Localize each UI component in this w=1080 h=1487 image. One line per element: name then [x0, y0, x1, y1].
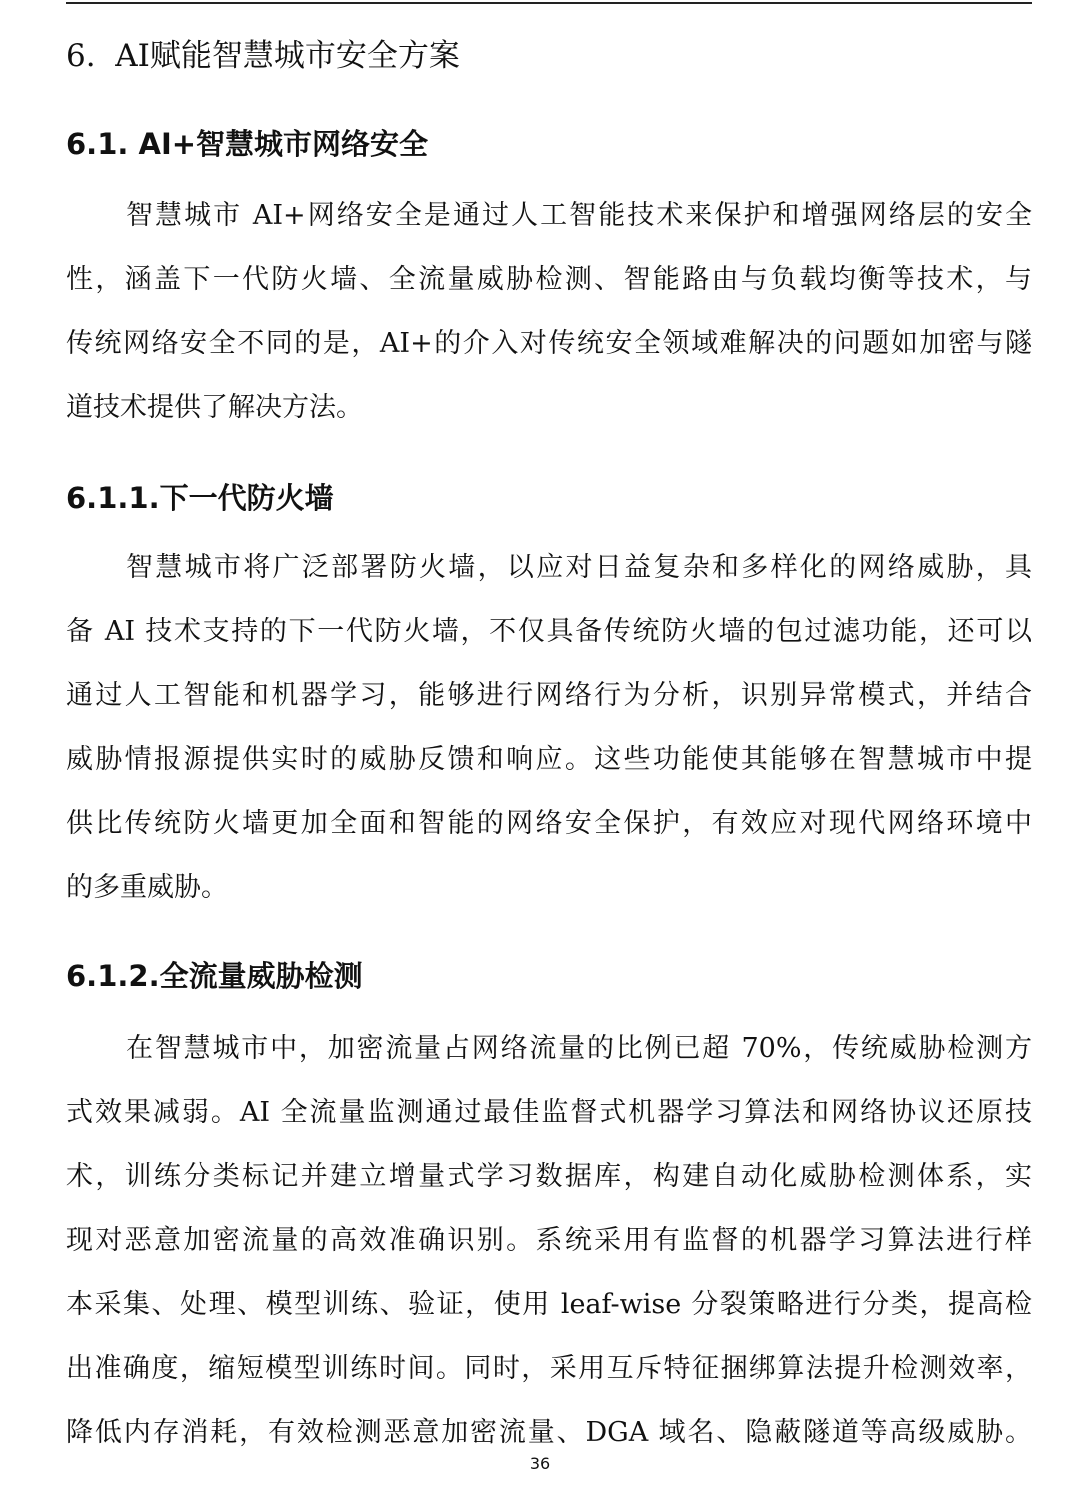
paragraph-line: 传统网络安全不同的是，AI+的介入对传统安全领域难解决的问题如加密与隧: [66, 328, 1032, 359]
paragraph-line: 性，涵盖下一代防火墙、全流量威胁检测、智能路由与负载均衡等技术，与: [66, 264, 1032, 295]
section-heading: [66, 34, 460, 78]
header-rule: [66, 2, 1032, 4]
paragraph-line: 备 AI 技术支持的下一代防火墙，不仅具备传统防火墙的包过滤功能，还可以: [66, 616, 1032, 647]
subsubsection-title: 全流量威胁检测: [159, 959, 363, 993]
paragraph-line: 智慧城市将广泛部署防火墙，以应对日益复杂和多样化的网络威胁，具: [126, 552, 1032, 583]
subsection-number: 6.1.: [66, 127, 129, 161]
paragraph-line: 现对恶意加密流量的高效准确识别。系统采用有监督的机器学习算法进行样: [66, 1225, 1032, 1256]
paragraph-line: 出准确度，缩短模型训练时间。同时，采用互斥特征捆绑算法提升检测效率，: [66, 1353, 1032, 1384]
paragraph-line: 本采集、处理、模型训练、验证，使用 leaf-wise 分裂策略进行分类，提高检: [66, 1289, 1032, 1320]
intro-paragraph: [66, 184, 1032, 440]
paragraph-line: 智慧城市 AI+网络安全是通过人工智能技术来保护和增强网络层的安全: [126, 200, 1032, 231]
subsubsection-heading-firewall: [66, 477, 334, 519]
paragraph-line: 术，训练分类标记并建立增量式学习数据库，构建自动化威胁检测体系，实: [66, 1161, 1032, 1192]
section-title: AI赋能智慧城市安全方案: [115, 38, 460, 74]
paragraph-line: 降低内存消耗，有效检测恶意加密流量、DGA 域名、隐蔽隧道等高级威胁。: [66, 1417, 1032, 1448]
subsubsection-heading-threat-detection: [66, 955, 363, 997]
paragraph-line: 式效果减弱。AI 全流量监测通过最佳监督式机器学习算法和网络协议还原技: [66, 1097, 1032, 1128]
paragraph-line: 的多重威胁。: [66, 872, 228, 903]
threat-detection-paragraph: [66, 1017, 1032, 1465]
subsubsection-number: 6.1.1.: [66, 481, 160, 515]
subsection-title: AI+智慧城市网络安全: [138, 127, 429, 161]
subsubsection-number: 6.1.2.: [66, 959, 160, 993]
subsection-heading: [66, 123, 428, 165]
paragraph-line: 供比传统防火墙更加全面和智能的网络安全保护，有效应对现代网络环境中: [66, 808, 1032, 839]
paragraph-line: 在智慧城市中，加密流量占网络流量的比例已超 70%，传统威胁检测方: [126, 1033, 1032, 1064]
paragraph-line: 通过人工智能和机器学习，能够进行网络行为分析，识别异常模式，并结合: [66, 680, 1032, 711]
subsubsection-title: 下一代防火墙: [159, 481, 334, 515]
firewall-paragraph: [66, 536, 1032, 920]
section-number: 6.: [66, 38, 96, 74]
paragraph-line: 道技术提供了解决方法。: [66, 392, 363, 423]
paragraph-line: 威胁情报源提供实时的威胁反馈和响应。这些功能使其能够在智慧城市中提: [66, 744, 1032, 775]
page-number: 36: [529, 1454, 551, 1473]
